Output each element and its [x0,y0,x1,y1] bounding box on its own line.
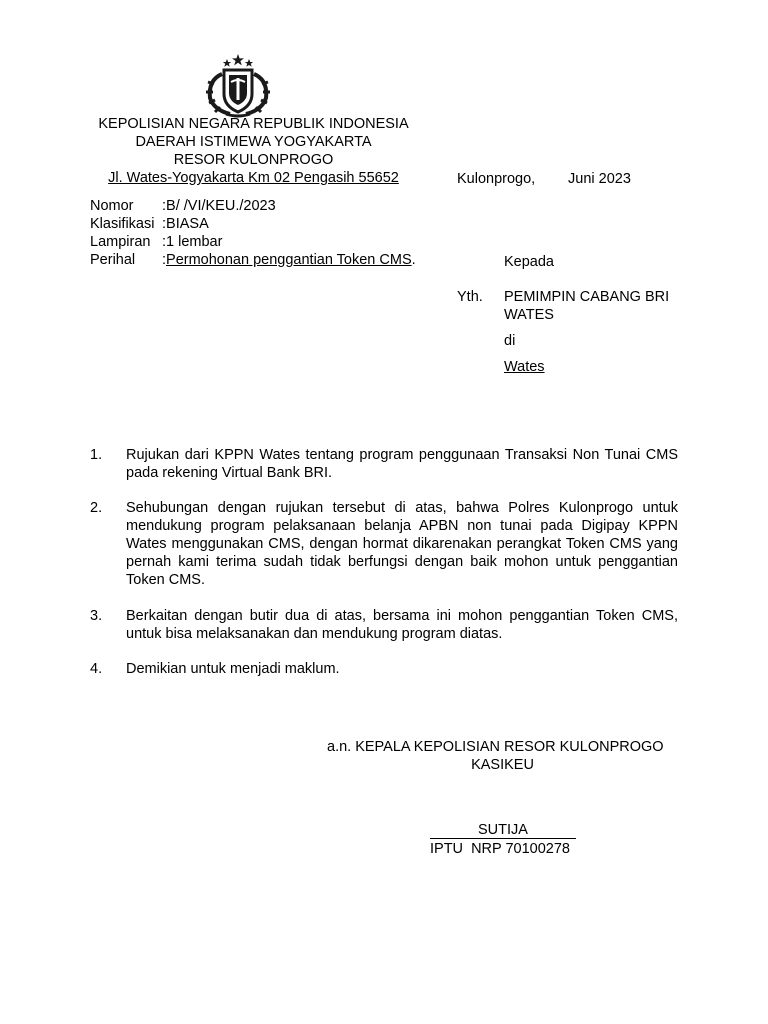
list-item [90,607,678,643]
recipient-place: Wates [504,359,545,375]
lampiran-label: Lampiran [90,234,151,250]
signature-position: KASIKEU [471,757,534,773]
signatory-name: SUTIJA [430,822,576,839]
item-number: 4. [90,661,103,677]
yth-label: Yth. [457,289,483,305]
nomor-label: Nomor [90,198,134,214]
perihal-value: Permohonan penggantian Token CMS [166,252,412,268]
institution-name: KEPOLISIAN NEGARA REPUBLIK INDONESIA [98,116,409,132]
recipient-di: di [504,333,516,349]
recipient-title: PEMIMPIN CABANG BRI [504,289,670,305]
signature-authority: a.n. KEPALA KEPOLISIAN RESOR KULONPROGO [327,739,664,755]
recipient-branch: WATES [504,307,554,323]
klasifikasi-value: :BIASA [162,216,209,232]
meta-klasifikasi [90,215,209,233]
item-text: Demikian untuk menjadi maklum. [126,661,340,677]
perihal-end: . [411,252,416,268]
letter-date: Juni 2023 [568,171,631,187]
item-number: 1. [90,447,103,463]
meta-lampiran [90,233,222,251]
meta-nomor [90,197,276,215]
letter-city: Kulonprogo, [457,171,536,187]
unit-name: RESOR KULONPROGO [173,152,334,168]
meta-perihal [90,251,416,269]
region-name: DAERAH ISTIMEWA YOGYAKARTA [135,134,372,150]
item-text: Rujukan dari KPPN Wates tentang program penggunaan Transaksi Non Tunai CMS pada rekening Virtual Bank BRI. [126,447,678,481]
signatory-rank-nrp: IPTU NRP 70100278 [430,841,570,857]
address-line: Jl. Wates-Yogyakarta Km 02 Pengasih 55652 [108,170,399,186]
lampiran-value: :1 lembar [162,234,223,250]
list-item [90,660,678,678]
item-number: 2. [90,500,103,516]
item-text: Sehubungan dengan rujukan tersebut di atas, bahwa Polres Kulonprogo untuk mendukung program pelaksanaan belanja APBN non tunai pada Digipay KPPN Wates menggunakan CMS, dengan hormat dikarenakan perangkat Token CMS yang pernah kami terima sudah tidak berfungsi dengan baik mohon untuk penggantian Token CMS. [126,500,678,588]
item-number: 3. [90,608,103,624]
perihal-label: Perihal [90,252,136,268]
nomor-value: :B/ /VI/KEU./2023 [162,198,276,214]
police-emblem-icon [200,50,276,118]
klasifikasi-label: Klasifikasi [90,216,155,232]
kepada-label: Kepada [504,254,554,270]
list-item [90,499,678,589]
item-text: Berkaitan dengan butir dua di atas, bersama ini mohon penggantian Token CMS, untuk bisa melaksanakan dan mendukung program diatas. [126,608,678,642]
perihal-colon: : [162,252,167,268]
list-item [90,446,678,482]
